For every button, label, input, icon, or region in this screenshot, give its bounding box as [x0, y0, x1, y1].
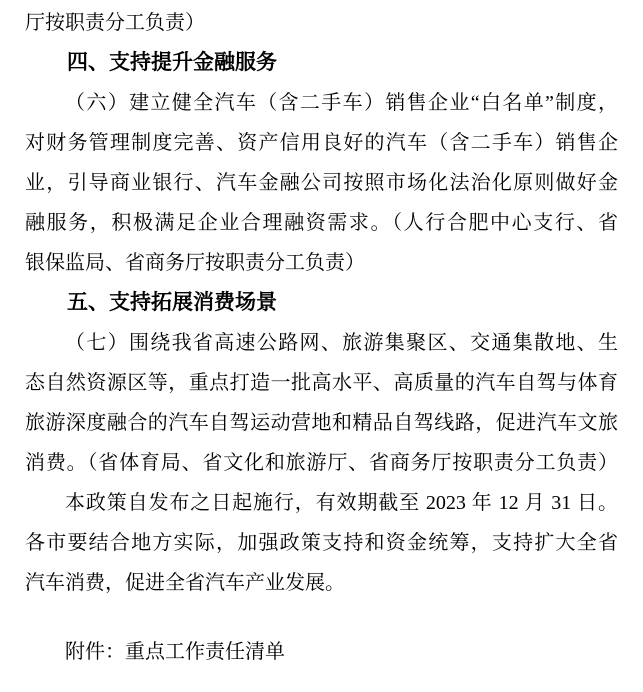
paragraph-item-7-line: 消费。（省体育局、省文化和旅游厅、省商务厅按职责分工负责） [25, 452, 618, 474]
paragraph-item-7-line: 态自然资源区等，重点打造一批高水平、高质量的汽车自驾与体育 [25, 372, 618, 394]
attachment-line: 附件：重点工作责任清单 [65, 641, 285, 663]
blank-line [25, 603, 618, 632]
section-heading-5: 五、支持拓展消费场景 [67, 291, 277, 314]
paragraph-validity-line: 各市要结合地方实际，加强政策支持和资金统筹，支持扩大全省 [25, 532, 618, 554]
paragraph-validity-line: 汽车消费，促进全省汽车产业发展。 [25, 572, 345, 594]
paragraph-item-6-line: 融服务，积极满足企业合理融资需求。（人行合肥中心支行、省 [25, 212, 618, 234]
paragraph-item-6-line: 银保监局、省商务厅按职责分工负责） [25, 252, 365, 274]
section-heading-4: 四、支持提升金融服务 [67, 51, 277, 74]
paragraph-continuation-line: 厅按职责分工负责） [25, 12, 205, 34]
paragraph-item-7-line: （七）围绕我省高速公路网、旅游集聚区、交通集散地、生 [65, 332, 618, 354]
paragraph-item-6-line: 对财务管理制度完善、资产信用良好的汽车（含二手车）销售企 [25, 132, 618, 154]
paragraph-validity-line: 本政策自发布之日起施行，有效期截至 2023 年 12 月 31 日。 [65, 492, 618, 514]
paragraph-item-6-line: 业，引导商业银行、汽车金融公司按照市场化法治化原则做好金 [25, 172, 618, 194]
paragraph-item-6-line: （六）建立健全汽车（含二手车）销售企业“白名单”制度， [65, 92, 618, 114]
paragraph-item-7-line: 旅游深度融合的汽车自驾运动营地和精品自驾线路，促进汽车文旅 [25, 412, 618, 434]
